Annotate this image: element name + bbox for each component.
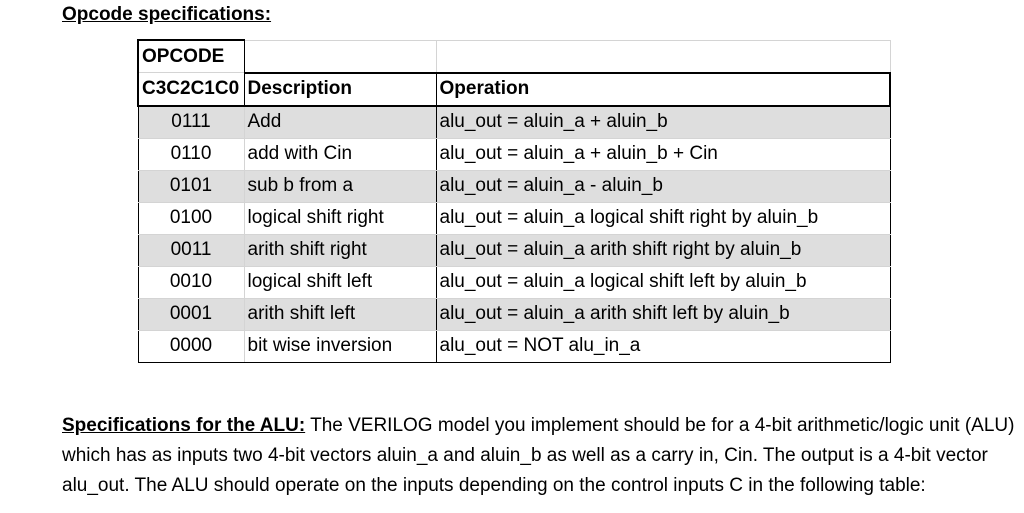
operation-cell: alu_out = aluin_a - aluin_b: [436, 170, 890, 202]
opcode-cell: 0111: [138, 106, 244, 139]
operation-cell: alu_out = aluin_a + aluin_b + Cin: [436, 138, 890, 170]
table-row: [138, 330, 890, 362]
table-row: [138, 298, 890, 330]
description-cell: Add: [244, 106, 436, 139]
table-row: [138, 202, 890, 234]
operation-cell: alu_out = aluin_a logical shift left by aluin_b: [436, 266, 890, 298]
header-row-columns: [138, 73, 890, 106]
operation-cell: alu_out = NOT alu_in_a: [436, 330, 890, 362]
description-header: Description: [244, 73, 436, 106]
empty-header-cell: [436, 40, 890, 73]
empty-header-cell: [244, 40, 436, 73]
header-row-opcode: [138, 40, 890, 73]
specification-body: The VERILOG model you implement should be for a 4-bit arithmetic/logic unit (ALU) which has as inputs two 4-bit vectors aluin_a and aluin_b as well as a carry in, Cin. The output is a 4-bit vector alu_out. The ALU should operate on the inputs depending on the control inputs C in the following table:: [62, 415, 1015, 496]
page-heading: Opcode specifications:: [62, 4, 272, 25]
description-cell: bit wise inversion: [244, 330, 436, 362]
description-cell: arith shift right: [244, 234, 436, 266]
description-cell: sub b from a: [244, 170, 436, 202]
operation-cell: alu_out = aluin_a + aluin_b: [436, 106, 890, 139]
opcode-cell: 0110: [138, 138, 244, 170]
operation-cell: alu_out = aluin_a arith shift right by aluin_b: [436, 234, 890, 266]
opcode-cell: 0101: [138, 170, 244, 202]
table-row: [138, 138, 890, 170]
opcode-cell: 0011: [138, 234, 244, 266]
opcode-cell: 0100: [138, 202, 244, 234]
opcode-table: [137, 39, 891, 363]
opcode-cell: 0001: [138, 298, 244, 330]
alu-specification-paragraph: [62, 411, 1022, 501]
code-header: C3C2C1C0: [138, 73, 244, 106]
specification-lead: Specifications for the ALU:: [62, 415, 306, 436]
table-row: [138, 106, 890, 139]
opcode-header: OPCODE: [138, 40, 244, 73]
table-row: [138, 266, 890, 298]
opcode-cell: 0000: [138, 330, 244, 362]
description-cell: arith shift left: [244, 298, 436, 330]
description-cell: logical shift left: [244, 266, 436, 298]
operation-header: Operation: [436, 73, 890, 106]
description-cell: logical shift right: [244, 202, 436, 234]
operation-cell: alu_out = aluin_a arith shift left by aluin_b: [436, 298, 890, 330]
description-cell: add with Cin: [244, 138, 436, 170]
opcode-cell: 0010: [138, 266, 244, 298]
table-row: [138, 170, 890, 202]
operation-cell: alu_out = aluin_a logical shift right by aluin_b: [436, 202, 890, 234]
table-row: [138, 234, 890, 266]
